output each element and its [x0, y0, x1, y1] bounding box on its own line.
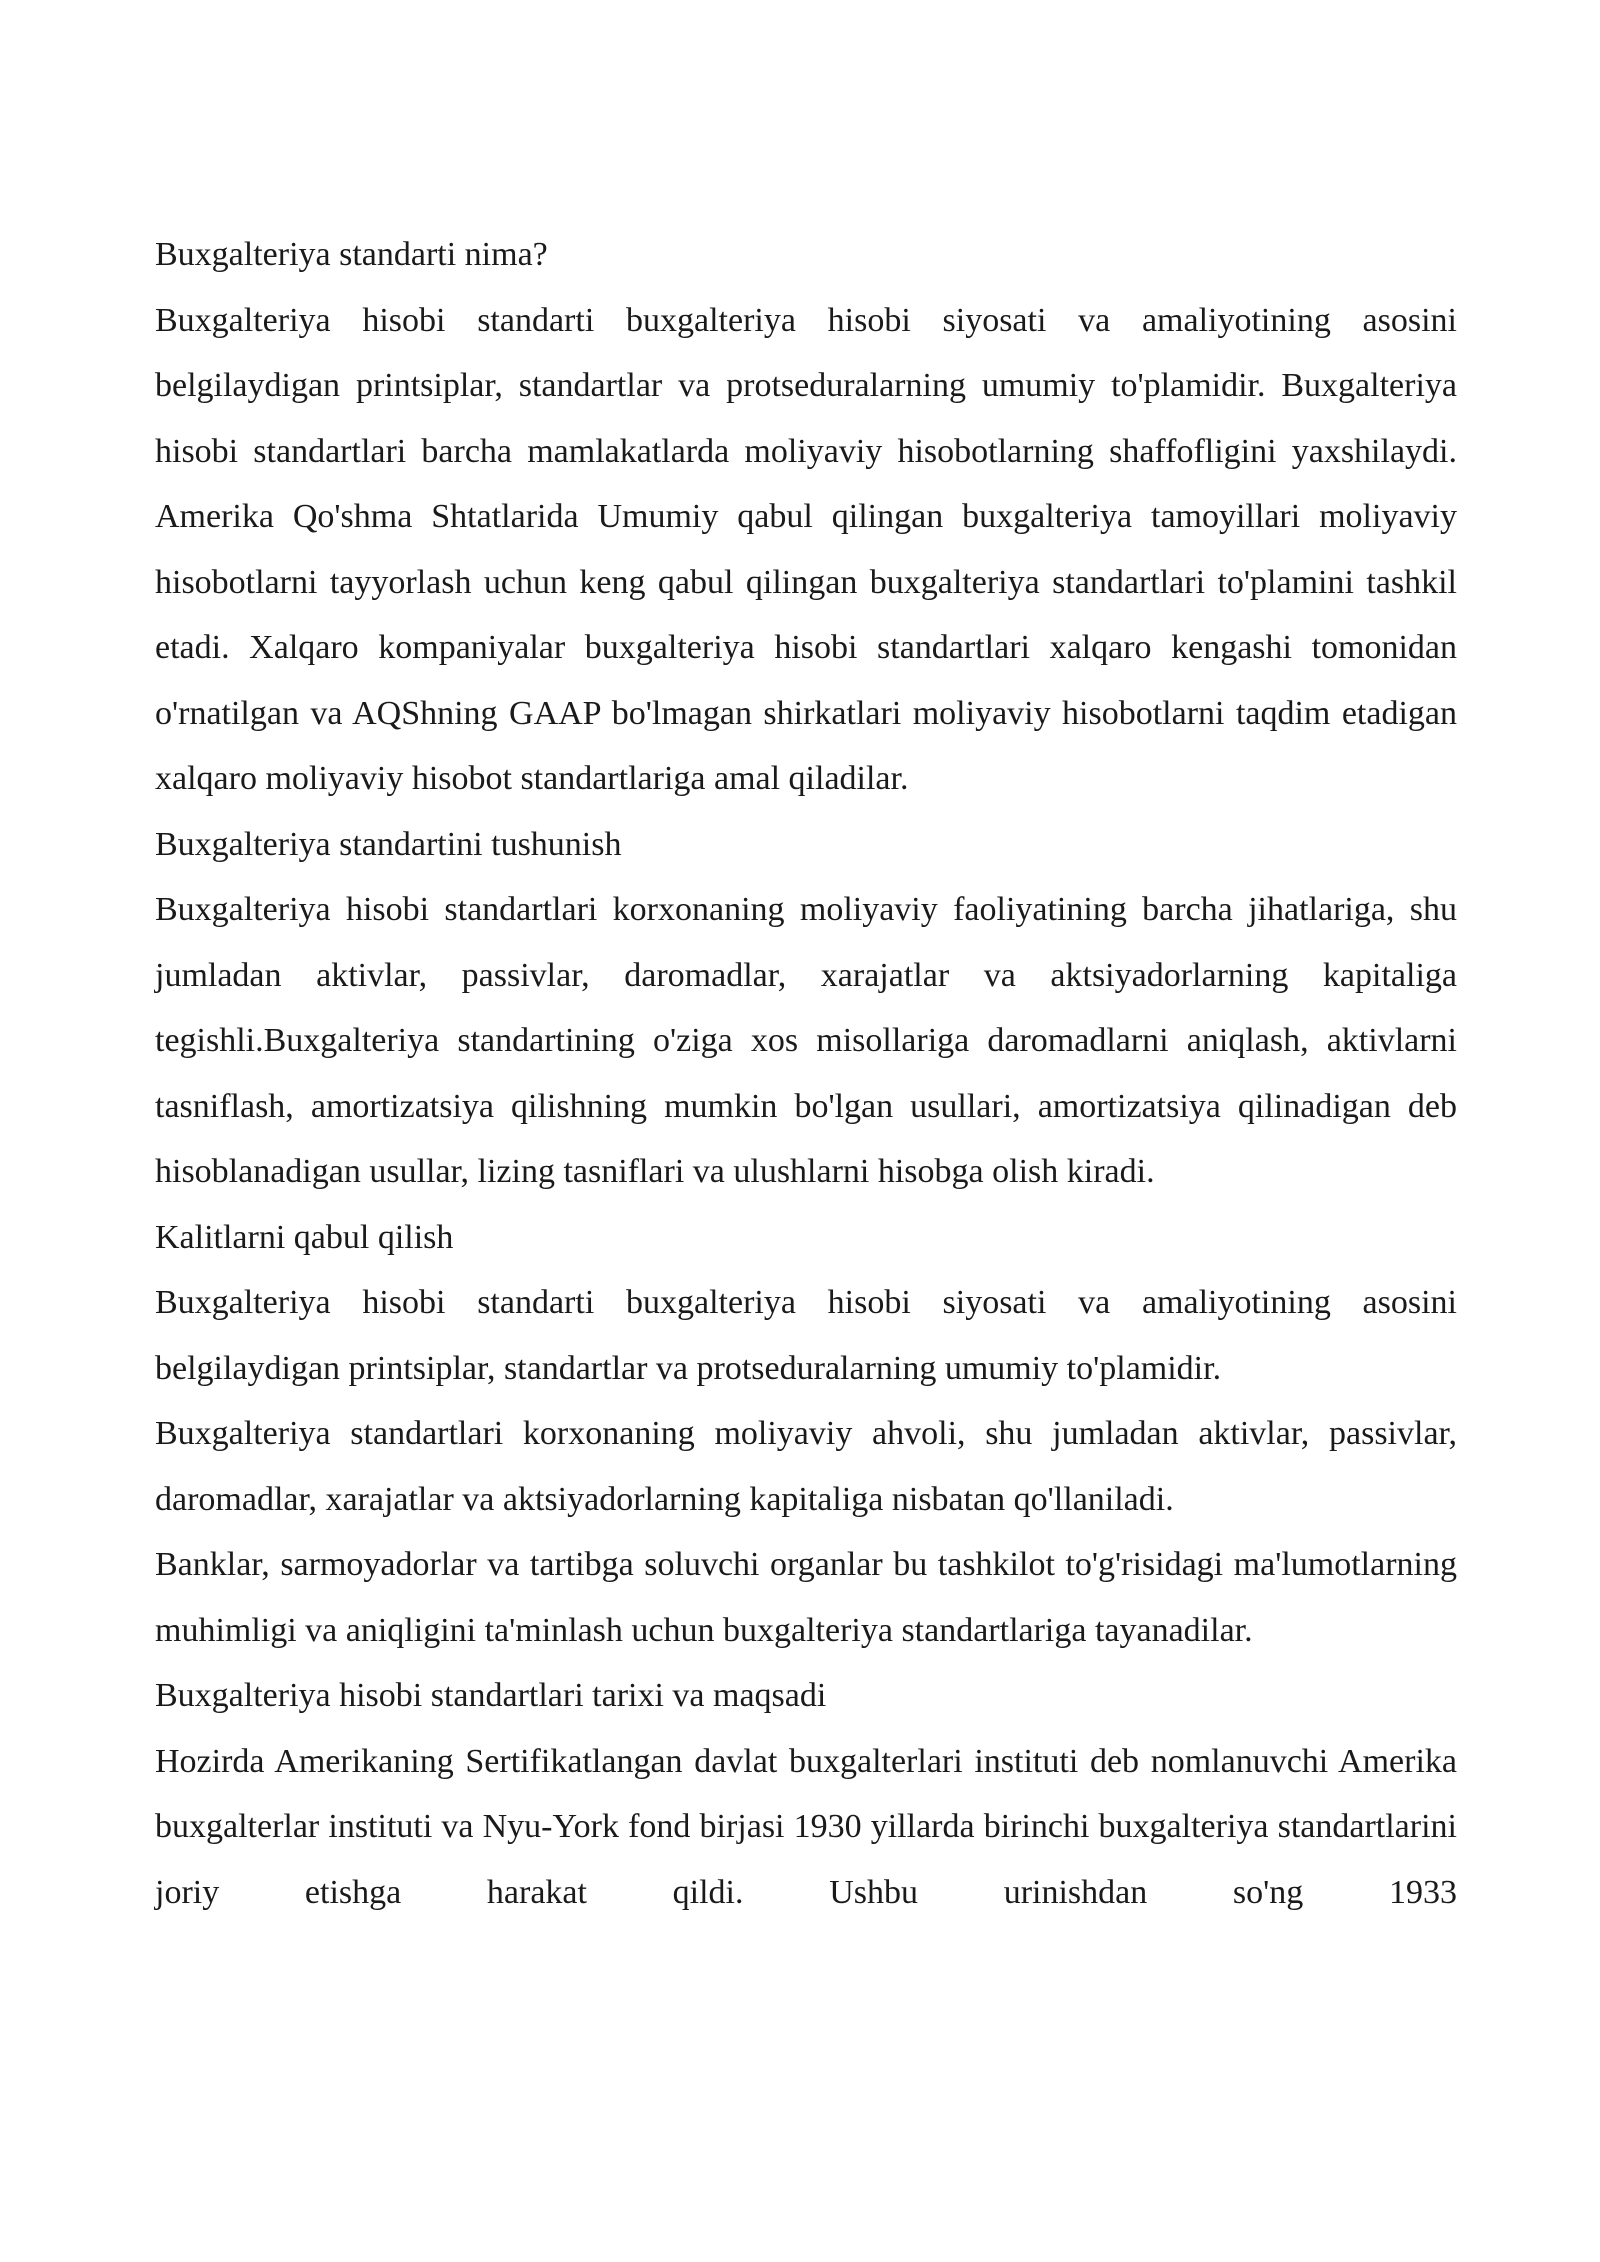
paragraph-definition: Buxgalteriya hisobi standarti buxgalteriya hisobi siyosati va amaliyotining asosini belgilaydigan printsiplar, standartlar va protseduralarning umumiy to'plamidir. Buxgalteriya hisobi standartlari barcha mamlakatlarda moliyaviy hisobotlarning shaffofligini yaxshilaydi. Amerika Qo'shma Shtatlarida Umumiy qabul qilingan buxgalteriya tamoyillari moliyaviy hisobotlarni tayyorlash uchun keng qabul qilingan buxgalteriya standartlari to'plamini tashkil etadi. Xalqaro kompaniyalar buxgalteriya hisobi standartlari xalqaro kengashi tomonidan o'rnatilgan va AQShning GAAP bo'lmagan shirkatlari moliyaviy hisobotlarni taqdim etadigan xalqaro moliyaviy hisobot standartlariga amal qiladilar. [155, 301, 1457, 797]
document-page [155, 222, 1457, 1925]
heading-understanding: Buxgalteriya standartini tushunish [155, 825, 622, 863]
paragraph-history: Hozirda Amerikaning Sertifikatlangan davlat buxgalterlari instituti deb nomlanuvchi Amerika buxgalterlar instituti va Nyu-York fond birjasi 1930 yillarda birinchi buxgalteriya standartlarini joriy etishga harakat qildi. Ushbu urinishdan so'ng 1933 [155, 1742, 1457, 1911]
paragraph-takeaway-2: Buxgalteriya standartlari korxonaning moliyaviy ahvoli, shu jumladan aktivlar, passivlar, daromadlar, xarajatlar va aktsiyadorlarning kapitaliga nisbatan qo'llaniladi. [155, 1415, 1457, 1518]
paragraph-understanding: Buxgalteriya hisobi standartlari korxonaning moliyaviy faoliyatining barcha jihatlariga, shu jumladan aktivlar, passivlar, daromadlar, xarajatlar va aktsiyadorlarning kapitaliga tegishli.Buxgalteriya standartining o'ziga xos misollariga daromadlarni aniqlash, aktivlarni tasniflash, amortizatsiya qilishning mumkin bo'lgan usullari, amortizatsiya qilinadigan deb hisoblanadigan usullar, lizing tasniflari va ulushlarni hisobga olish kiradi. [155, 891, 1457, 1190]
paragraph-takeaway-1: Buxgalteriya hisobi standarti buxgalteriya hisobi siyosati va amaliyotining asosini belgilaydigan printsiplar, standartlar va protseduralarning umumiy to'plamidir. [155, 1284, 1457, 1387]
paragraph-takeaway-3: Banklar, sarmoyadorlar va tartibga soluvchi organlar bu tashkilot to'g'risidagi ma'lumotlarning muhimligi va aniqligini ta'minlash uchun buxgalteriya standartlariga tayanadilar. [155, 1546, 1457, 1649]
heading-what-is-accounting-standard: Buxgalteriya standarti nima? [155, 236, 548, 273]
heading-key-takeaways: Kalitlarni qabul qilish [155, 1218, 454, 1256]
heading-history-and-purpose: Buxgalteriya hisobi standartlari tarixi va maqsadi [155, 1677, 827, 1714]
